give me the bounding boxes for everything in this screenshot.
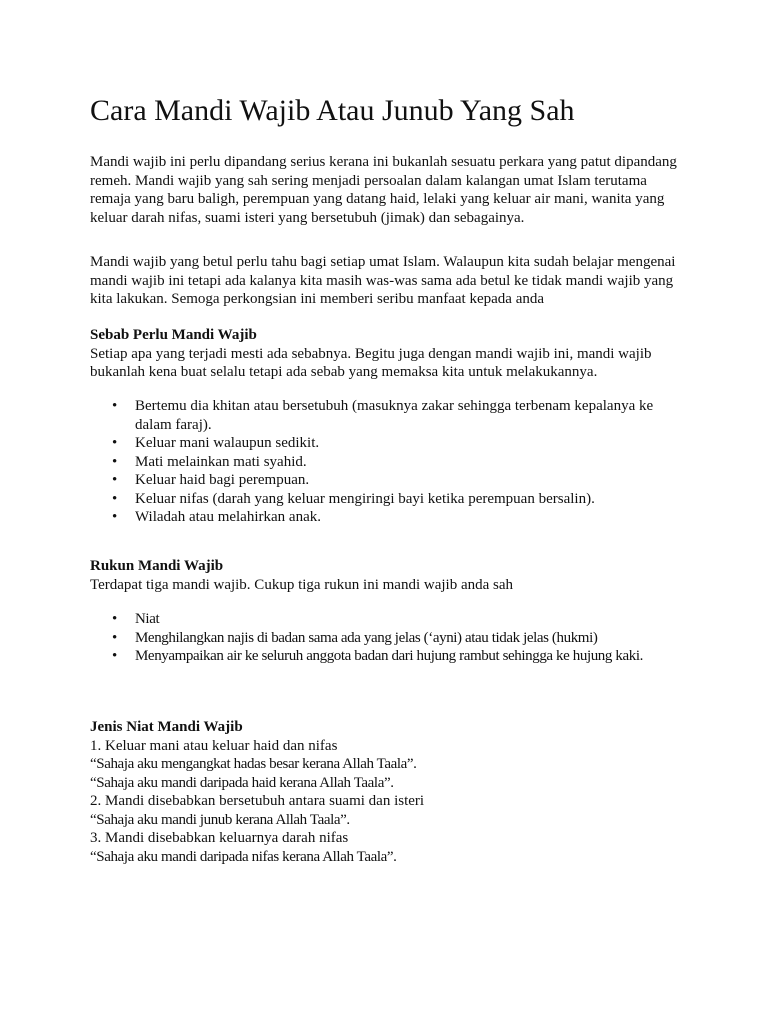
sebab-bullet-list [90, 397, 690, 527]
list-item-text: Keluar nifas (darah yang keluar mengiringi bayi ketika perempuan bersalin). [135, 490, 595, 507]
list-item-text: Niat [135, 611, 160, 627]
list-item [90, 610, 690, 629]
list-item [90, 434, 690, 453]
section-intro-text: Terdapat tiga mandi wajib. Cukup tiga rukun ini mandi wajib anda sah [90, 576, 514, 593]
list-item-text: Bertemu dia khitan atau bersetubuh (masuknya zakar sehingga terbenam kepalanya ke dalam faraj). [135, 398, 654, 433]
niat-line: 1. Keluar mani atau keluar haid dan nifas [90, 737, 338, 754]
section-intro-text: Setiap apa yang terjadi mesti ada sebabnya. Begitu juga dengan mandi wajib ini, mandi wajib bukanlah kena buat selalu tetapi ada sebab yang memaksa kita untuk melakukannya. [90, 345, 652, 380]
list-item-text: Wiladah atau melahirkan anak. [135, 509, 321, 525]
list-item-text: Mati melainkan mati syahid. [135, 453, 307, 470]
list-item [90, 490, 690, 509]
list-item-text: Menyampaikan air ke seluruh anggota badan dari hujung rambut sehingga ke hujung kaki. [135, 648, 643, 664]
rukun-bullet-list [90, 610, 690, 666]
niat-line: “Sahaja aku mandi daripada nifas kerana Allah Taala”. [90, 848, 397, 865]
niat-line: “Sahaja aku mandi junub kerana Allah Taala”. [90, 811, 350, 828]
bullet-icon: • [112, 472, 118, 488]
list-item [90, 629, 690, 648]
niat-line: 2. Mandi disebabkan bersetubuh antara suami dan isteri [90, 793, 425, 809]
list-item-text: Keluar mani walaupun sedikit. [135, 435, 320, 451]
section-heading: Jenis Niat Mandi Wajib [90, 719, 243, 735]
bullet-icon: • [112, 648, 117, 664]
intro-paragraph-text: Mandi wajib yang betul perlu tahu bagi setiap umat Islam. Walaupun kita sudah belajar mengenai mandi wajib ini tetapi ada kalanya kita masih was-was sama ada betul ke tidak mandi wajib yang kita lakukan. Semoga perkongsian ini memberi seribu manfaat kepada anda [90, 254, 676, 307]
list-item [90, 508, 690, 527]
sebab-list-wrapper [90, 397, 690, 527]
list-item-text: Keluar haid bagi perempuan. [135, 472, 310, 488]
bullet-icon: • [112, 509, 118, 525]
niat-line: 3. Mandi disebabkan keluarnya darah nifas [90, 830, 349, 846]
list-item-text: Menghilangkan najis di badan sama ada yang jelas (‘ayni) atau tidak jelas (hukmi) [135, 629, 598, 646]
section-sebab [90, 326, 690, 382]
list-item [90, 397, 690, 434]
bullet-icon: • [112, 435, 118, 451]
section-niat [90, 718, 690, 866]
bullet-icon: • [112, 398, 118, 414]
niat-line: “Sahaja aku mandi daripada haid kerana Allah Taala”. [90, 774, 394, 791]
rukun-list-wrapper [90, 610, 690, 666]
list-item [90, 647, 690, 666]
document-title: Cara Mandi Wajib Atau Junub Yang Sah [90, 94, 575, 127]
list-item [90, 453, 690, 472]
list-item [90, 471, 690, 490]
niat-line: “Sahaja aku mengangkat hadas besar kerana Allah Taala”. [90, 756, 417, 772]
section-heading: Rukun Mandi Wajib [90, 558, 224, 574]
section-heading: Sebab Perlu Mandi Wajib [90, 327, 257, 343]
intro-paragraph-1 [90, 153, 690, 227]
intro-paragraph-2 [90, 253, 690, 309]
bullet-icon: • [112, 453, 118, 470]
bullet-icon: • [112, 611, 117, 627]
intro-paragraph-text: Mandi wajib ini perlu dipandang serius kerana ini bukanlah sesuatu perkara yang patut dipandang remeh. Mandi wajib yang sah sering menjadi persoalan dalam kalangan umat Islam terutama remaja yang baru baligh, perempuan yang datang haid, lelaki yang keluar air mani, wanita yang keluar darah nifas, suami isteri yang bersetubuh (jimak) dan sebagainya. [90, 154, 677, 226]
bullet-icon: • [112, 629, 117, 646]
bullet-icon: • [112, 490, 118, 507]
section-rukun [90, 557, 690, 594]
